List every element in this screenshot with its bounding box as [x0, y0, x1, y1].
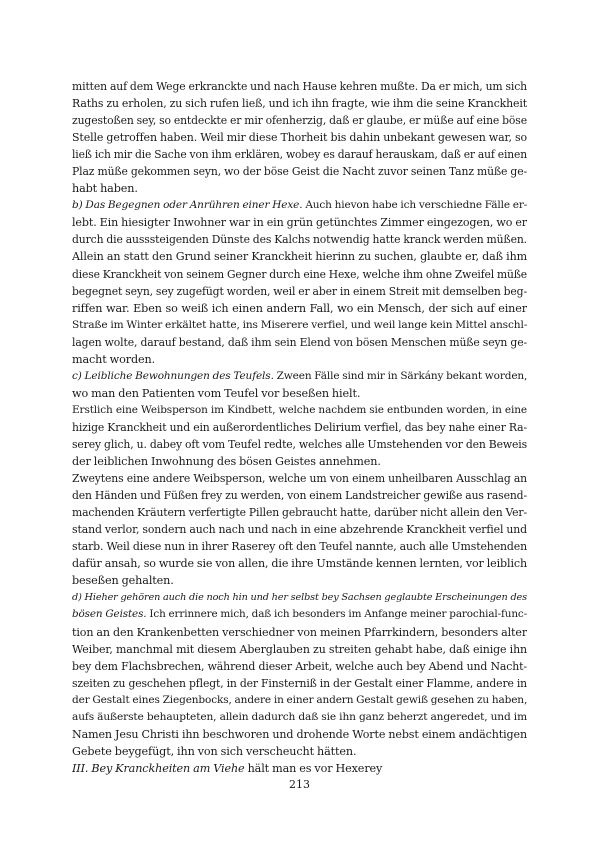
text-run: beseßen gehalten. — [72, 574, 174, 588]
text-line — [72, 351, 527, 368]
text-run: szeiten zu geschehen pflegt, in der Finsterniß in der Gestalt einer Flamme, andere in — [72, 676, 527, 690]
text-run: durch die ausssteigenden Dünste des Kalchs notwendig hatte kranck werden müßen. — [72, 233, 527, 247]
text-run: der leiblichen Inwohnung des bösen Geistes annehmen. — [72, 455, 381, 469]
italic-heading: c) Leibliche Bewohnungen des Teufels. — [72, 369, 274, 382]
page-number: 213 — [289, 778, 310, 791]
text-run: Namen Jesu Christi ihn beschworen und drohende Worte nebst einem andächtigen — [72, 727, 527, 741]
text-line — [72, 521, 527, 538]
text-run: machenden Kräutern verfertigte Pillen gebraucht hatte, darüber nicht allein den Ver- — [72, 506, 527, 520]
paragraph — [72, 368, 527, 402]
text-line — [72, 163, 527, 180]
text-run: starb. Weil diese nun in ihrer Raserey oft den Teufel nannte, auch alle Umstehenden — [72, 540, 527, 554]
text-run: Allein an statt den Grund seiner Kranckheit hierinn zu suchen, glaubte er, daß ihm — [72, 250, 527, 264]
text-line — [72, 675, 527, 692]
text-line — [72, 538, 527, 555]
text-run: hält man es vor Hexerey — [244, 761, 383, 775]
text-run: hizige Kranckheit und ein außerordentliches Delirium verfiel, das bey nahe einer Ra- — [72, 420, 527, 434]
paragraph — [72, 760, 527, 777]
text-run: Zween Fälle sind mir in Särkány bekant worden, — [273, 369, 527, 382]
paragraph — [72, 402, 527, 470]
paragraph — [72, 78, 527, 197]
text-run: lagen wolte, darauf bestand, daß ihm sein Elend von bösen Menschen müße seyn ge- — [72, 335, 527, 349]
text-line — [72, 692, 527, 709]
text-line — [72, 231, 527, 248]
text-line — [72, 112, 527, 129]
text-run: Plaz müße gekommen seyn, wo der böse Geist die Nacht zuvor seinen Tanz müße ge- — [72, 165, 527, 179]
text-line — [72, 641, 527, 658]
text-run: begegnet seyn, sey zugefügt worden, weil er aber in einem Streit mit demselben beg- — [72, 284, 527, 298]
text-run: Straße im Winter erkältet hatte, ins Miserere verfiel, und weil lange kein Mittel anschl- — [72, 318, 527, 331]
text-line — [72, 146, 527, 163]
paragraph — [72, 470, 527, 589]
text-line — [72, 726, 527, 743]
text-line — [72, 180, 527, 197]
text-line — [72, 624, 527, 641]
text-line — [72, 334, 527, 351]
text-line — [72, 504, 527, 521]
italic-heading: b) Das Begegnen oder Anrühren einer Hexe. — [72, 199, 303, 212]
text-line — [72, 487, 527, 504]
text-run: Gebete beygefügt, ihn von sich verscheucht hätten. — [72, 744, 357, 758]
italic-heading: bösen Geistes. — [72, 608, 147, 621]
text-run: der Gestalt eines Ziegenbocks, andere in einer andern Gestalt gewiß gesehen zu haben, — [72, 693, 527, 706]
text-line — [72, 453, 527, 470]
text-line — [72, 436, 527, 453]
text-run: Auch hievon habe ich verschiedne Fälle er- — [302, 199, 527, 212]
paragraph — [72, 589, 527, 759]
text-run: mitten auf dem Wege erkranckte und nach Hause kehren mußte. Da er mich, um sich — [72, 80, 527, 93]
text-run: ließ ich mir die Sache von ihm erklären, wobey es darauf herauskam, daß er auf einen — [72, 148, 527, 162]
text-run: dafür ansah, so wurde sie von allen, die ihre Umstände kennen lernten, vor leiblich — [72, 557, 527, 571]
text-run: Erstlich eine Weibsperson im Kindbett, welche nachdem sie entbunden worden, in eine — [72, 403, 527, 416]
text-line — [72, 248, 527, 265]
text-line — [72, 129, 527, 146]
text-run: stand verlor, sondern auch nach und nach in eine abzehrende Kranckheit verfiel und — [72, 523, 527, 537]
text-line — [72, 743, 527, 760]
text-line — [72, 555, 527, 572]
text-line — [72, 589, 527, 606]
text-line — [72, 197, 527, 214]
text-line — [72, 95, 527, 112]
text-line — [72, 317, 527, 334]
text-run: riffen war. Eben so weiß ich einen andern Fall, wo ein Mensch, der sich auf einer — [72, 301, 527, 315]
page-body — [72, 78, 527, 777]
text-line — [72, 368, 527, 385]
paragraph — [72, 197, 527, 367]
text-run: aufs äußerste behaupteten, allein dadurch daß sie ihn ganz beherzt angeredet, und im — [72, 710, 527, 723]
text-line — [72, 78, 527, 95]
text-run: lebt. Ein hiesigter Inwohner war in ein grün getünchtes Zimmer eingezogen, wo er — [72, 216, 527, 230]
text-run: tion an den Krankenbetten verschiedner von meinen Pfarrkindern, besonders alter — [72, 625, 527, 639]
text-run: Zweytens eine andere Weibsperson, welche um von einem unheilbaren Ausschlag an — [72, 472, 527, 486]
text-run: wo man den Patienten vom Teufel vor beseßen hielt. — [72, 386, 361, 400]
text-line — [72, 709, 527, 726]
italic-heading: III. Bey Kranckheiten am Viehe — [72, 761, 245, 775]
text-run: den Händen und Füßen frey zu werden, von einem Landstreicher gewiße aus rasend- — [72, 489, 527, 503]
text-line — [72, 419, 527, 436]
text-line — [72, 760, 527, 777]
text-run: Ich errinnere mich, daß ich besonders im Anfange meiner parochial-func- — [146, 608, 527, 621]
text-run: Raths zu erholen, zu sich rufen ließ, und ich ihn fragte, wie ihm die seine Kranckheit — [72, 97, 527, 111]
text-line — [72, 214, 527, 231]
text-line — [72, 402, 527, 419]
text-run: habt haben. — [72, 182, 138, 196]
text-run: macht worden. — [72, 352, 156, 366]
text-run: zugestoßen sey, so entdeckte er mir ofenherzig, daß er glaube, er müße auf eine böse — [72, 114, 527, 128]
italic-heading: d) Hieher gehören auch die noch hin und her selbst bey Sachsen geglaubte Erscheinungen des — [72, 592, 527, 604]
text-line — [72, 658, 527, 675]
text-line — [72, 266, 527, 283]
text-run: Stelle getroffen haben. Weil mir diese Thorheit bis dahin unbekant gewesen war, so — [72, 131, 527, 145]
text-line — [72, 470, 527, 487]
text-line — [72, 300, 527, 317]
text-line — [72, 385, 527, 402]
text-line — [72, 283, 527, 300]
text-run: serey glich, u. dabey oft vom Teufel redte, welches alle Umstehenden vor den Beweis — [72, 437, 527, 451]
text-run: Weiber, manchmal mit diesem Aberglauben zu streiten gehabt habe, daß einige ihn — [72, 642, 527, 656]
text-run: bey dem Flachsbrechen, während dieser Arbeit, welche auch bey Abend und Nacht- — [72, 659, 527, 673]
text-line — [72, 572, 527, 589]
text-line — [72, 606, 527, 623]
text-run: diese Kranckheit von seinem Gegner durch eine Hexe, welche ihm ohne Zweifel müße — [72, 267, 527, 281]
